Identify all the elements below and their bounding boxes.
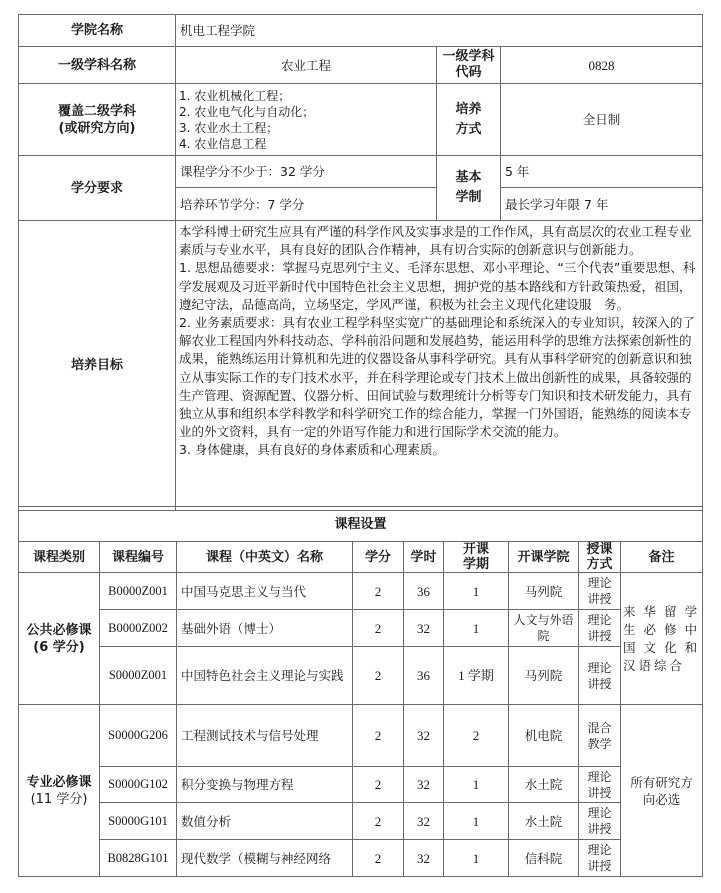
course-term: 1 (444, 573, 509, 610)
objective-paragraph: 本学科博士研究生应具有严谨的科学作风及实事求是的工作作风，具有高层次的农业工程专业素质与专业水平，具有良好的团队合作精神，具有切合实际的创新意识与创新能力。 (179, 224, 692, 258)
header-hours: 学时 (404, 542, 444, 573)
sub-discipline-list (176, 84, 437, 156)
training-credit: 培养环节学分：7 学分 (176, 188, 437, 221)
course-name: 工程测试技术与信号处理 (177, 705, 353, 767)
college-row (19, 15, 703, 47)
discipline-row (19, 47, 703, 84)
sub-discipline-label-line1: 覆盖二级学科 (57, 103, 136, 119)
sub-discipline-item: 2. 农业电气化与自动化； (179, 104, 315, 119)
course-row (19, 840, 703, 877)
objective-text (176, 221, 703, 511)
course-row (19, 647, 703, 705)
course-row (19, 767, 703, 803)
course-term: 1 (444, 610, 509, 647)
course-hours: 36 (404, 647, 444, 705)
course-remark: 来华留学生必修中国文化和汉语综合 (621, 573, 703, 705)
sub-discipline-item: 3. 农业水土工程； (179, 120, 279, 135)
category-name: 公共必修课 (26, 622, 92, 638)
training-mode-label: 培养方式 (437, 84, 501, 156)
college-label: 学院名称 (19, 15, 176, 47)
course-college: 机电院 (509, 705, 579, 767)
course-credit: 2 (353, 767, 404, 803)
category-credits: (11 学分) (30, 791, 88, 807)
course-credit: 2 (353, 803, 404, 840)
header-method: 授课方式 (579, 542, 621, 573)
max-duration: 最长学习年限 7 年 (501, 188, 703, 221)
objective-row (19, 221, 703, 511)
sub-discipline-label (19, 84, 176, 156)
category-name: 专业必修课 (26, 774, 92, 790)
course-code: B0000Z002 (100, 610, 177, 647)
course-name: 中国特色社会主义理论与实践 (177, 647, 353, 705)
course-row (19, 803, 703, 840)
course-college: 马列院 (509, 647, 579, 705)
course-hours: 32 (404, 767, 444, 803)
course-credit: 2 (353, 840, 404, 877)
course-method: 理论讲授 (579, 573, 621, 610)
course-method: 理论讲授 (579, 767, 621, 803)
discipline-code-label: 一级学科代码 (437, 47, 501, 84)
course-name: 现代数学（模糊与神经网络 (177, 840, 353, 877)
course-name: 数值分析 (177, 803, 353, 840)
course-college: 水土院 (509, 767, 579, 803)
course-header-row (19, 542, 703, 573)
course-hours: 32 (404, 840, 444, 877)
course-name: 中国马克思主义与当代 (177, 573, 353, 610)
course-term: 1 (444, 803, 509, 840)
course-row (19, 610, 703, 647)
duration-value: 5 年 (501, 156, 703, 188)
course-name: 积分变换与物理方程 (177, 767, 353, 803)
header-credit: 学分 (353, 542, 404, 573)
course-row (19, 705, 703, 767)
credit-row-1 (19, 156, 703, 188)
header-term: 开课学期 (444, 542, 509, 573)
course-college: 水土院 (509, 803, 579, 840)
discipline-code-value: 0828 (501, 47, 703, 84)
course-code: B0000Z001 (100, 573, 177, 610)
header-college: 开课学院 (509, 542, 579, 573)
course-section-title-row (19, 507, 703, 542)
course-method: 理论讲授 (579, 840, 621, 877)
course-college: 马列院 (509, 573, 579, 610)
sub-discipline-label-line2: (或研究方向) (58, 120, 136, 136)
objective-paragraph: 1. 思想品德要求：掌握马克思列宁主义、毛泽东思想、邓小平理论、“三个代表”重要思想、科学发展观及习近平新时代中国特色社会主义思想，拥护党的基本路线和方针政策热爱，祖国，遵纪守法，品德高尚，立场坚定，学风严谨，积极为社会主义现代化建设服 务。 (179, 260, 696, 312)
course-college: 人文与外语院 (509, 610, 579, 647)
discipline-label: 一级学科名称 (19, 47, 176, 84)
duration-label: 基本学制 (437, 156, 501, 221)
category-credits: (6 学分) (33, 639, 85, 655)
course-code: S0000Z001 (100, 647, 177, 705)
course-remark: 所有研究方向必选 (621, 705, 703, 877)
college-value: 机电工程学院 (176, 15, 703, 47)
sub-discipline-item: 4. 农业信息工程 (179, 136, 267, 151)
category-major-required (19, 705, 100, 877)
category-public-required (19, 573, 100, 705)
course-hours: 32 (404, 705, 444, 767)
header-remark: 备注 (621, 542, 703, 573)
header-name: 课程（中英文）名称 (177, 542, 353, 573)
course-credit: 2 (353, 610, 404, 647)
course-code: S0000G101 (100, 803, 177, 840)
course-method: 混合教学 (579, 705, 621, 767)
course-hours: 32 (404, 803, 444, 840)
course-row (19, 573, 703, 610)
course-method: 理论讲授 (579, 803, 621, 840)
discipline-value: 农业工程 (176, 47, 437, 84)
course-code: S0000G102 (100, 767, 177, 803)
course-credit: 课程学分不少于：32 学分 (176, 156, 437, 188)
course-hours: 32 (404, 610, 444, 647)
program-info-table (18, 14, 703, 511)
course-credit: 2 (353, 573, 404, 610)
course-section-title: 课程设置 (19, 507, 703, 542)
course-term: 1 学期 (444, 647, 509, 705)
sub-discipline-row (19, 84, 703, 156)
objective-label: 培养目标 (19, 221, 176, 511)
header-code: 课程编号 (100, 542, 177, 573)
course-college: 信科院 (509, 840, 579, 877)
course-table (18, 506, 703, 877)
course-credit: 2 (353, 647, 404, 705)
course-code: S0000G206 (100, 705, 177, 767)
objective-paragraph: 2. 业务素质要求：具有农业工程学科坚实宽广的基础理论和系统深入的专业知识，较深入的了解农业工程国内外科技动态、学科前沿问题和发展趋势，能运用科学的思维方法探索创新性的成果，能熟练运用计算机和先进的仪器设备从事科学研究。具有从事科学研究的创新意识和独立从事实际工作的专门技术水平，并在科学理论或专门技术上做出创新性的成果，具备较强的生产管理、资源配置、仪器分析、田间试验与数理统计分析等专门知识和技术研发能力，具有独立从事和组织本学科教学和科学研究工作的综合能力，掌握一门外国语，能熟练的阅读本专业的外文资料，具有一定的外语写作能力和进行国际学术交流的能力。 (179, 315, 695, 440)
course-term: 1 (444, 840, 509, 877)
course-term: 2 (444, 705, 509, 767)
course-method: 理论讲授 (579, 610, 621, 647)
training-mode-value: 全日制 (501, 84, 703, 156)
header-category: 课程类别 (19, 542, 100, 573)
sub-discipline-item: 1. 农业机械化工程； (179, 88, 291, 103)
credit-label: 学分要求 (19, 156, 176, 221)
course-hours: 36 (404, 573, 444, 610)
course-name: 基础外语（博士） (177, 610, 353, 647)
course-term: 1 (444, 767, 509, 803)
objective-paragraph: 3. 身体健康，具有良好的身体素质和心理素质。 (179, 442, 445, 458)
course-code: B0828G101 (100, 840, 177, 877)
course-credit: 2 (353, 705, 404, 767)
course-method: 理论讲授 (579, 647, 621, 705)
